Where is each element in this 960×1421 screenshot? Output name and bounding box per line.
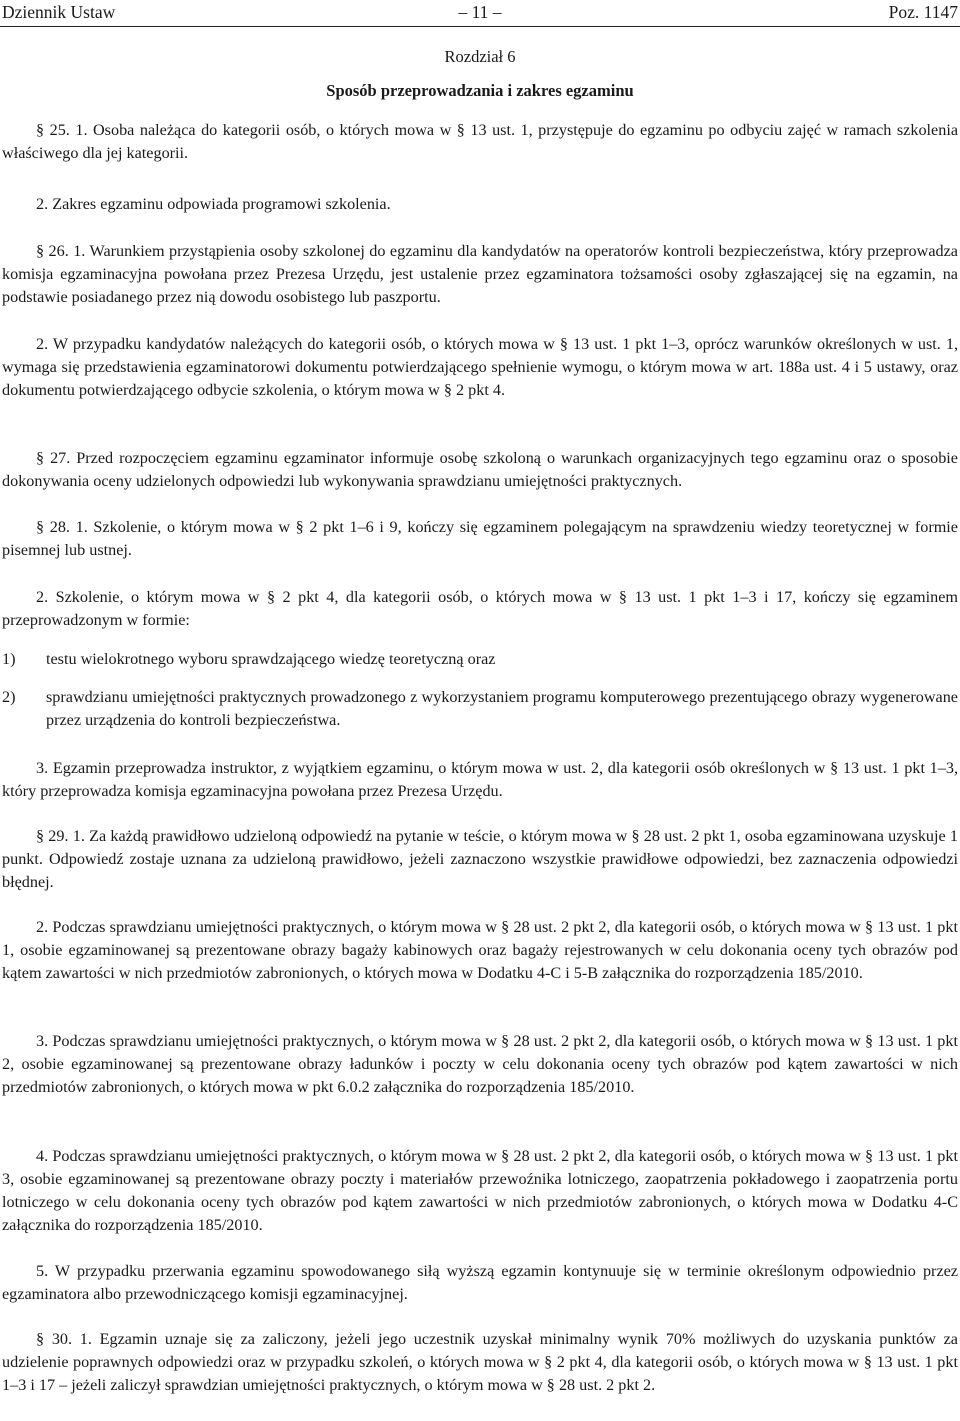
paragraph-29-1: § 29. 1. Za każdą prawidłowo udzieloną odpowiedź na pytanie w teście, o którym mowa w § 28 ust. 2 pkt 1, osoba egzaminowana uzyskuje 1 punkt. Odpowiedź zostaje uznana za udzieloną prawidłowo, jeżeli zaznaczono wszystkie prawidłowe odpowiedzi, bez zaznaczenia odpowiedzi błędnej. <box>2 827 958 891</box>
page-number: – 11 – <box>458 2 502 22</box>
paragraph-26-1: § 26. 1. Warunkiem przystąpienia osoby szkolonej do egzaminu dla kandydatów na operatorów kontroli bezpieczeństwa, który przeprowadza komisja egzaminacyjna powołana przez Prezesa Urzędu, jest ustalenie przez egzaminatora tożsamości osoby zgłaszającej się na egzamin, na podstawie posiadanego przez nią dowodu osobistego lub paszportu. <box>2 242 958 306</box>
paragraph-28-1: § 28. 1. Szkolenie, o którym mowa w § 2 pkt 1–6 i 9, kończy się egzaminem polegającym na sprawdzeniu wiedzy teoretycznej w formie pisemnej lub ustnej. <box>2 518 958 559</box>
paragraph-28-2: 2. Szkolenie, o którym mowa w § 2 pkt 4, dla kategorii osób, o których mowa w § 13 ust. 1 pkt 1–3 i 17, kończy się egzaminem przeprowadzonym w formie: <box>2 588 958 629</box>
page-header <box>0 0 960 27</box>
chapter-number: Rozdział 6 <box>444 47 516 66</box>
journal-name: Dziennik Ustaw <box>2 2 116 22</box>
list-item-number: 2) <box>2 688 16 706</box>
paragraph-30-1: § 30. 1. Egzamin uznaje się za zaliczony, jeżeli jego uczestnik uzyskał minimalny wynik 70% możliwych do uzyskania punktów za udzielenie poprawnych odpowiedzi oraz w przypadku szkoleń, o których mowa w § 2 pkt 4, dla kategorii osób, o których mowa w § 13 ust. 1 pkt 1–3 i 17 – jeżeli zaliczył sprawdzian umiejętności praktycznych, o którym mowa w § 28 ust. 2 pkt 2. <box>2 1330 958 1394</box>
paragraph-25-1: § 25. 1. Osoba należąca do kategorii osób, o których mowa w § 13 ust. 1, przystępuje do egzaminu po odbyciu zajęć w ramach szkolenia właściwego dla jej kategorii. <box>2 121 958 162</box>
paragraph-29-2: 2. Podczas sprawdzianu umiejętności praktycznych, o którym mowa w § 28 ust. 2 pkt 2, dla kategorii osób, o których mowa w § 13 ust. 1 pkt 1, osobie egzaminowanej są prezentowane obrazy bagaży kabinowych oraz bagaży rejestrowanych w celu dokonania oceny tych obrazów pod kątem zawartości w nich przedmiotów zabronionych, o których mowa w Dodatku 4-C i 5-B załącznika do rozporządzenia 185/2010. <box>2 918 958 982</box>
list-item-text: testu wielokrotnego wyboru sprawdzającego wiedzę teoretyczną oraz <box>46 650 496 668</box>
list-item-text: sprawdzianu umiejętności praktycznych prowadzonego z wykorzystaniem programu komputerowego prezentującego obrazy wygenerowane przez urządzenia do kontroli bezpieczeństwa. <box>46 688 958 729</box>
paragraph-25-2: 2. Zakres egzaminu odpowiada programowi szkolenia. <box>36 195 391 213</box>
paragraph-27: § 27. Przed rozpoczęciem egzaminu egzaminator informuje osobę szkoloną o warunkach organizacyjnych tego egzaminu oraz o sposobie dokonywania oceny udzielonych odpowiedzi lub wykonywania sprawdzianu umiejętności praktycznych. <box>2 449 958 490</box>
chapter-title: Sposób przeprowadzania i zakres egzaminu <box>326 81 634 100</box>
paragraph-29-3: 3. Podczas sprawdzianu umiejętności praktycznych, o którym mowa w § 28 ust. 2 pkt 2, dla kategorii osób, o których mowa w § 13 ust. 1 pkt 2, osobie egzaminowanej są prezentowane obrazy ładunków i poczty w celu dokonania oceny tych obrazów pod kątem zawartości w nich przedmiotów zabronionych, o których mowa w pkt 6.0.2 załącznika do rozporządzenia 185/2010. <box>2 1032 958 1096</box>
list-item-2 <box>2 686 958 732</box>
paragraph-29-5: 5. W przypadku przerwania egzaminu spowodowanego siłą wyższą egzamin kontynuuje się w terminie określonym odpowiednio przez egzaminatora albo przewodniczącego komisji egzaminacyjnej. <box>2 1262 958 1303</box>
paragraph-28-3: 3. Egzamin przeprowadza instruktor, z wyjątkiem egzaminu, o którym mowa w ust. 2, dla kategorii osób określonych w § 13 ust. 1 pkt 1–3, który przeprowadza komisja egzaminacyjna powołana przez Prezesa Urzędu. <box>2 759 958 800</box>
paragraph-29-4: 4. Podczas sprawdzianu umiejętności praktycznych, o którym mowa w § 28 ust. 2 pkt 2, dla kategorii osób, o których mowa w § 13 ust. 1 pkt 3, osobie egzaminowanej są prezentowane obrazy poczty i materiałów przewoźnika lotniczego, zaopatrzenia pokładowego i zaopatrzenia portu lotniczego w celu dokonania oceny tych obrazów pod kątem zawartości w nich przedmiotów zabronionych, o których mowa w Dodatku 4-C załącznika do rozporządzenia 185/2010. <box>2 1147 958 1234</box>
list-item-1 <box>2 648 958 671</box>
paragraph-26-2: 2. W przypadku kandydatów należących do kategorii osób, o których mowa w § 13 ust. 1 pkt 1–3, oprócz warunków określonych w ust. 1, wymaga się przedstawienia egzaminatorowi dokumentu potwierdzającego spełnienie wymogu, o którym mowa w art. 188a ust. 4 i 5 ustawy, oraz dokumentu potwierdzającego odbycie szkolenia, o którym mowa w § 2 pkt 4. <box>2 335 958 399</box>
position-number: Poz. 1147 <box>888 2 958 22</box>
list-item-number: 1) <box>2 650 16 668</box>
